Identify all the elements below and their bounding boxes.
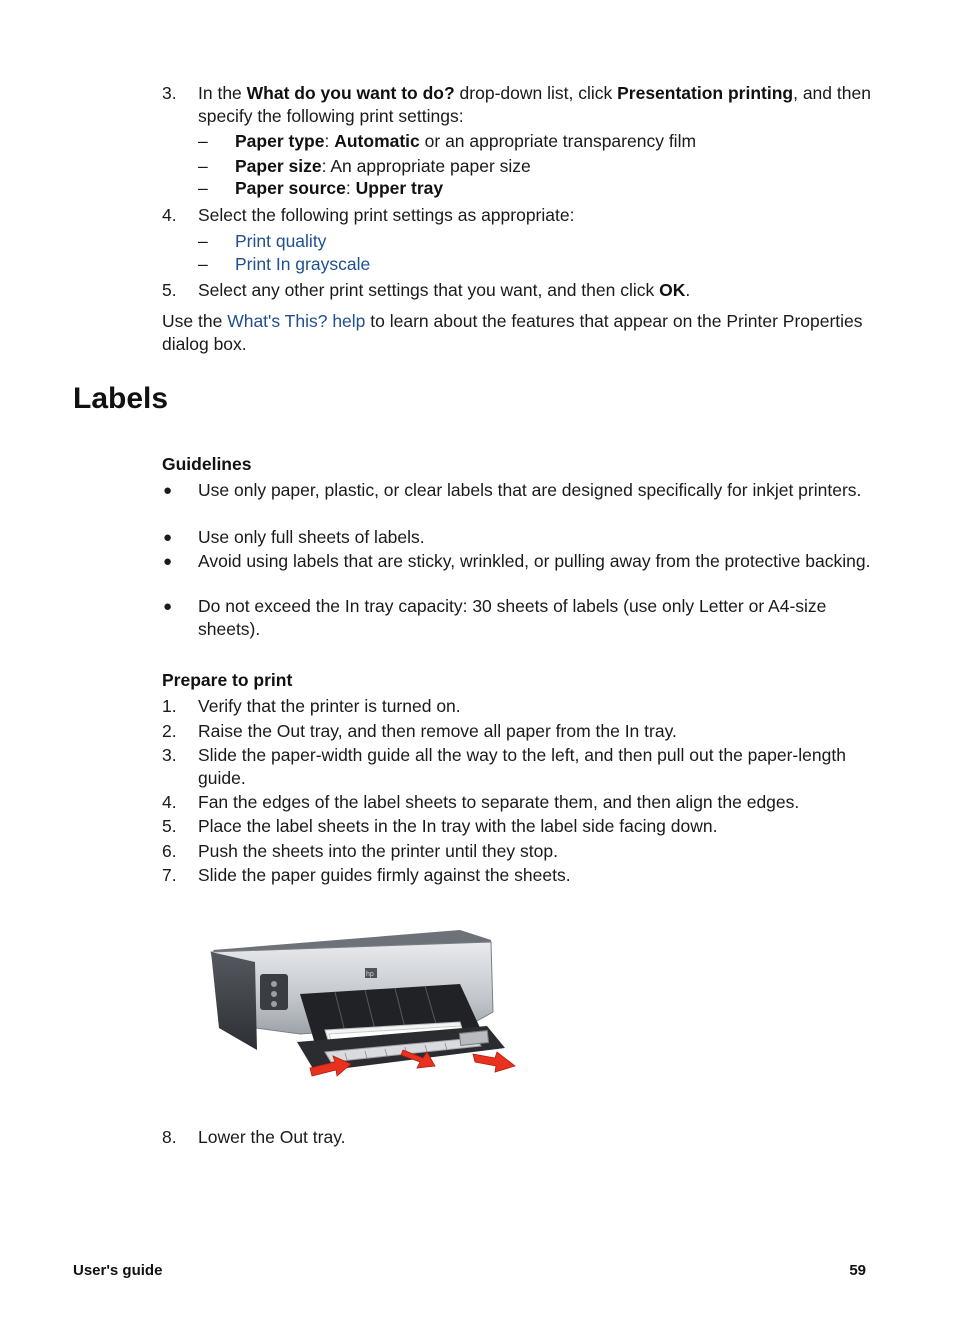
list-item: Do not exceed the In tray capacity: 30 sheets of labels (use only Letter or A4-size sheets). [198,596,827,639]
list-item: Verify that the printer is turned on. [198,696,461,716]
printer-illustration [205,922,525,1084]
list-item: Avoid using labels that are sticky, wrinkled, or pulling away from the protective backing. [198,551,871,571]
dash: – [198,131,208,151]
step-number: 3. [162,83,177,103]
step-number: 6. [162,841,177,861]
hp-logo-text: hp [366,971,374,978]
dropdown-name: What do you want to do? [246,83,455,103]
bullet-icon: ● [163,553,173,570]
link-print-quality[interactable]: Print quality [235,231,327,251]
arrow-slide-guide-icon [473,1052,515,1072]
setting-paper-size: Paper size: An appropriate paper size [235,156,531,176]
option-name: Presentation printing [617,83,794,103]
step-number: 4. [162,205,177,225]
list-item: Use only paper, plastic, or clear labels that are designed specifically for inkjet printers. [198,480,862,500]
link-print-in-grayscale[interactable]: Print In grayscale [235,254,371,274]
list-item: Push the sheets into the printer until they stop. [198,841,558,861]
dash: – [198,178,208,198]
dash: – [198,254,208,274]
setting-paper-source: Paper source: Upper tray [235,178,444,198]
resume-button-icon [271,991,277,997]
footer-guide-title: User's guide [73,1262,163,1279]
step-3-text: In the What do you want to do? drop-down list, click Presentation printing, and then specify the following print settings: [198,83,871,126]
step-number: 3. [162,745,177,765]
dash: – [198,156,208,176]
paper-length-guide [459,1031,488,1046]
bullet-icon: ● [163,482,173,499]
list-item: Slide the paper guides firmly against the sheets. [198,865,571,885]
dash: – [198,231,208,251]
step-number: 5. [162,816,177,836]
step-number: 1. [162,696,177,716]
list-item: Place the label sheets in the In tray with the label side facing down. [198,816,718,836]
step-number: 2. [162,721,177,741]
list-item: Use only full sheets of labels. [198,527,425,547]
list-item: Slide the paper-width guide all the way to the left, and then pull out the paper-length guide. [198,745,846,788]
power-button-icon [271,981,277,987]
step-4-text: Select the following print settings as appropriate: [198,205,575,225]
prepare-heading: Prepare to print [162,670,293,690]
list-item: Lower the Out tray. [198,1127,346,1147]
guidelines-heading: Guidelines [162,454,252,474]
setting-paper-type: Paper type: Automatic or an appropriate transparency film [235,131,697,151]
step-number: 5. [162,280,177,300]
list-item: Raise the Out tray, and then remove all paper from the In tray. [198,721,677,741]
link-whats-this-help[interactable]: What's This? help [227,311,366,331]
printer-side [211,952,257,1050]
bullet-icon: ● [163,529,173,546]
list-item: Fan the edges of the label sheets to separate them, and then align the edges. [198,792,800,812]
cancel-button-icon [271,1001,277,1007]
step-number: 4. [162,792,177,812]
step-number: 7. [162,865,177,885]
section-title: Labels [73,382,169,415]
help-paragraph: Use the What's This? help to learn about the features that appear on the Printer Properties dialog box. [162,311,863,354]
step-5-text: Select any other print settings that you want, and then click OK. [198,280,691,300]
step-number: 8. [162,1127,177,1147]
bullet-icon: ● [163,598,173,615]
page-number: 59 [849,1262,866,1279]
